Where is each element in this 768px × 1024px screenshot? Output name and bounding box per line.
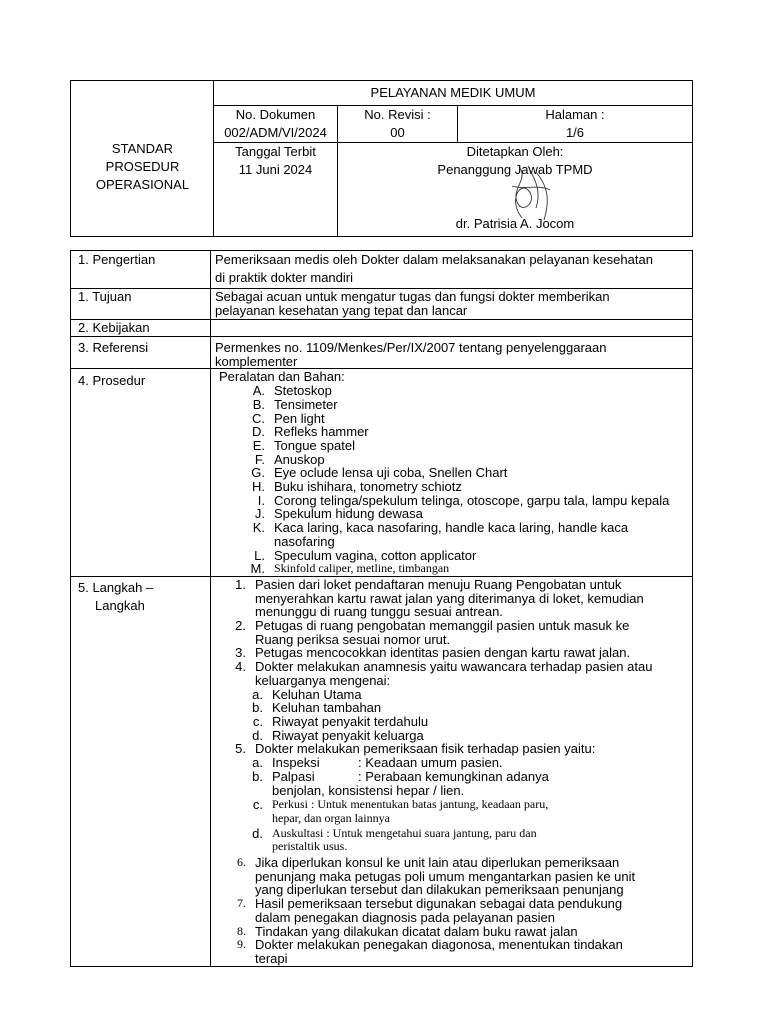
step-3 (215, 646, 682, 660)
step-2 (215, 619, 682, 646)
doc-number: 002/ADM/VI/2024 (224, 125, 327, 140)
equipment-marker: C. (252, 410, 265, 426)
equipment-item (219, 425, 688, 439)
equipment-marker: M. (250, 561, 265, 577)
sub-marker: b. (252, 768, 263, 784)
equipment-text (274, 466, 507, 480)
referensi-text (211, 337, 693, 369)
equipment-text (274, 507, 423, 521)
prosedur-content (211, 369, 693, 577)
sub-marker: d. (252, 727, 263, 743)
referensi-line-1: Permenkes no. 1109/Menkes/Per/IX/2007 tentang penyelenggaraan (215, 340, 607, 355)
step-9-line: Dokter melakukan penegakan diagonosa, menentukan tindakan (255, 937, 623, 953)
equipment-text (274, 412, 325, 426)
prosedur-label: 4. Prosedur (71, 369, 211, 577)
equipment-line: Skinfold caliper, metline, timbangan (274, 561, 450, 576)
equipment-item (219, 398, 688, 412)
issue-date: 11 Juni 2024 (238, 162, 313, 177)
sub-marker: a. (252, 755, 263, 771)
step-marker: 1. (235, 576, 246, 592)
equipment-item (219, 384, 688, 398)
step-marker: 8. (237, 923, 246, 938)
equipment-marker: H. (252, 479, 265, 495)
anamnesis-item (235, 729, 682, 743)
signer-name: dr. Patrisia A. Jocom (455, 216, 575, 231)
step-4-line: keluarganya mengenai: (255, 672, 391, 688)
equipment-line: Tongue spatel (274, 437, 355, 453)
equipment-line: Corong telinga/spekulum telinga, otoscope, garpu tala, lampu kepala (274, 492, 670, 508)
step-marker: 7. (237, 896, 246, 911)
page-value: 1/6 (565, 125, 585, 140)
sop-label (71, 140, 214, 194)
exam-desc: peristaltik usus. (272, 839, 348, 854)
step-2-line: Ruang periksa sesuai nomor urut. (255, 631, 451, 647)
equipment-marker: I. (257, 492, 265, 508)
step-9-line: terapi (255, 950, 288, 966)
step-5 (215, 742, 682, 756)
equipment-text (274, 494, 669, 508)
exam-item-auskultasi (235, 827, 682, 854)
page-cell (458, 106, 693, 143)
equipment-line: Eye oclude lensa uji coba, Snellen Chart (274, 465, 508, 481)
referensi-line-2: komplementer (215, 353, 298, 369)
revision-cell (338, 106, 458, 143)
exam-term: Palpasi (272, 768, 315, 784)
step-1-line: menyerahkan kartu rawat jalan yang diterimanya di loket, kemudian (255, 590, 644, 606)
step-5-line: Dokter melakukan pemeriksaan fisik terhadap pasien yaitu: (255, 741, 596, 757)
pengertian-label: 1. Pengertian (71, 251, 211, 289)
sop-line-2: PROSEDUR (105, 159, 180, 174)
equipment-marker: G. (251, 465, 265, 481)
equipment-line: nasofaring (274, 533, 335, 549)
equipment-text (274, 549, 476, 563)
tujuan-label: 1. Tujuan (71, 289, 211, 320)
anamnesis-item-text: Riwayat penyakit terdahulu (272, 713, 429, 729)
anamnesis-item-text: Riwayat penyakit keluarga (272, 727, 424, 743)
equipment-marker: F. (254, 451, 265, 467)
step-7-line: Hasil pemeriksaan tersebut digunakan sebagai data pendukung (255, 896, 623, 912)
anamnesis-item (235, 688, 682, 702)
equipment-item (219, 521, 688, 548)
equipment-line: Speculum vagina, cotton applicator (274, 547, 477, 563)
step-marker: 3. (235, 645, 246, 661)
equipment-list (219, 384, 688, 576)
issue-date-label: Tanggal Terbit (235, 144, 316, 159)
equipment-item (219, 507, 688, 521)
step-6-line: Jika diperlukan konsul ke unit lain atau diperlukan pemeriksaan (255, 855, 620, 871)
referensi-label: 3. Referensi (71, 337, 211, 369)
step-marker: 4. (235, 659, 246, 675)
exam-item-perkusi (235, 798, 682, 825)
doc-number-cell (214, 106, 338, 143)
exam-desc: hepar, dan organ lainnya (272, 810, 390, 825)
equipment-line: Refleks hammer (274, 424, 369, 440)
equipment-marker: L. (254, 547, 265, 563)
pengertian-line-1: Pemeriksaan medis oleh Dokter dalam melaksanakan pelayanan kesehatan (215, 252, 653, 267)
doc-title: PELAYANAN MEDIK UMUM (214, 81, 693, 106)
equipment-item (219, 480, 688, 494)
anamnesis-item-text: Keluhan tambahan (272, 700, 382, 716)
langkah-label-line-2: Langkah (95, 597, 145, 613)
anamnesis-item-text: Keluhan Utama (272, 686, 362, 702)
sub-marker: c. (252, 797, 263, 813)
anamnesis-item (235, 701, 682, 715)
signature-image (498, 160, 558, 226)
equipment-line: Tensimeter (274, 396, 338, 412)
equipment-item (219, 412, 688, 426)
equipment-marker: D. (252, 424, 265, 440)
equipment-item (219, 453, 688, 467)
step-marker: 5. (235, 741, 246, 757)
equipment-text (274, 480, 462, 494)
exam-term: Inspeksi (272, 755, 320, 771)
anamnesis-item (235, 715, 682, 729)
sop-line-3: OPERASIONAL (95, 177, 190, 192)
step-1-line: menunggu di ruang tunggu sesuai antrean. (255, 604, 503, 620)
step-6-line: penunjang maka petugas poli umum mengantarkan pasien ke unit (255, 868, 636, 884)
equipment-marker: B. (252, 396, 265, 412)
equipment-line: Anuskop (274, 451, 325, 467)
equipment-line: Kaca laring, kaca nasofaring, handle kaca laring, handle kaca (274, 520, 629, 536)
step-8-line: Tindakan yang dilakukan dicatat dalam buku rawat jalan (255, 923, 578, 939)
approval-label: Ditetapkan Oleh: (466, 144, 564, 159)
step-1-line: Pasien dari loket pendaftaran menuju Ruang Pengobatan untuk (255, 576, 622, 592)
issue-date-cell (214, 143, 338, 237)
equipment-text (274, 521, 628, 548)
equipment-item (219, 549, 688, 563)
tujuan-line-2: pelayanan kesehatan yang tepat dan lancar (215, 302, 468, 318)
equipment-line: Stetoskop (274, 383, 332, 399)
kebijakan-label: 2. Kebijakan (71, 320, 211, 337)
pengertian-line-2: di praktik dokter mandiri (215, 270, 353, 285)
step-4 (215, 660, 682, 687)
doc-number-label: No. Dokumen (235, 107, 316, 122)
step-4-line: Dokter melakukan anamnesis yaitu wawancara terhadap pasien atau (255, 659, 653, 675)
equipment-marker: K. (252, 520, 265, 536)
step-9 (215, 938, 682, 965)
equipment-item (219, 466, 688, 480)
equipment-marker: A. (252, 383, 265, 399)
step-1 (215, 578, 682, 619)
exam-desc-cont: benjolan, konsistensi hepar / lien. (272, 782, 465, 798)
step-marker: 2. (235, 618, 246, 634)
equipment-line: Spekulum hidung dewasa (274, 506, 423, 522)
step-marker: 6. (237, 855, 246, 870)
equipment-text (274, 384, 332, 398)
equipment-text (274, 562, 449, 576)
exam-item-palpasi (235, 770, 682, 784)
langkah-label-line-1: 5. Langkah – (78, 579, 154, 595)
step-marker: 9. (237, 937, 246, 952)
exam-desc: Auskultasi : Untuk mengetahui suara jantung, paru dan (272, 825, 537, 840)
sop-content-table (70, 250, 693, 967)
step-4-sublist (215, 688, 682, 743)
step-3-line: Petugas mencocokkan identitas pasien dengan kartu rawat jalan. (255, 645, 631, 661)
step-6-line: yang diperlukan tersebut dan dilakukan pemeriksaan penunjang (255, 882, 624, 898)
equipment-item (219, 439, 688, 453)
exam-desc: Perkusi : Untuk menentukan batas jantung, keadaan paru, (272, 797, 549, 812)
equipment-line: Pen light (274, 410, 325, 426)
revision-label: No. Revisi : (364, 107, 431, 122)
exam-item-inspeksi (235, 756, 682, 770)
equipment-item (219, 562, 688, 576)
langkah-content (211, 576, 693, 966)
step-5-sublist (215, 756, 682, 854)
equipment-line: Buku ishihara, tonometry schiotz (274, 479, 462, 495)
equipment-text (274, 453, 325, 467)
exam-desc: : Keadaan umum pasien. (358, 755, 503, 771)
sub-marker: a. (252, 686, 263, 702)
step-7 (215, 897, 682, 924)
equipment-marker: J. (254, 506, 265, 522)
step-6 (215, 856, 682, 897)
step-8 (215, 925, 682, 939)
sub-marker: d. (252, 825, 263, 841)
sub-marker: c. (252, 713, 263, 729)
equipment-text (274, 425, 369, 439)
page-label: Halaman : (545, 107, 605, 122)
equipment-text (274, 439, 355, 453)
equipment-text (274, 398, 338, 412)
tujuan-line-1: Sebagai acuan untuk mengatur tugas dan fungsi dokter memberikan (215, 289, 610, 304)
equipment-marker: E. (252, 437, 265, 453)
tujuan-text (211, 289, 693, 320)
sub-marker: b. (252, 700, 263, 716)
prosedur-intro: Peralatan dan Bahan: (219, 369, 345, 385)
kebijakan-text (211, 320, 693, 337)
equipment-item (219, 494, 688, 508)
step-7-line: dalam penegakan diagnosis pada pelayanan pasien (255, 909, 555, 925)
revision-value: 00 (390, 125, 405, 140)
step-2-line: Petugas di ruang pengobatan memanggil pasien untuk masuk ke (255, 618, 630, 634)
exam-desc: : Perabaan kemungkinan adanya (358, 768, 549, 784)
pengertian-text (211, 251, 693, 289)
sop-line-1: STANDAR (111, 141, 174, 156)
langkah-label (71, 576, 211, 966)
approval-role: Penanggung Jawab TPMD (437, 162, 593, 177)
